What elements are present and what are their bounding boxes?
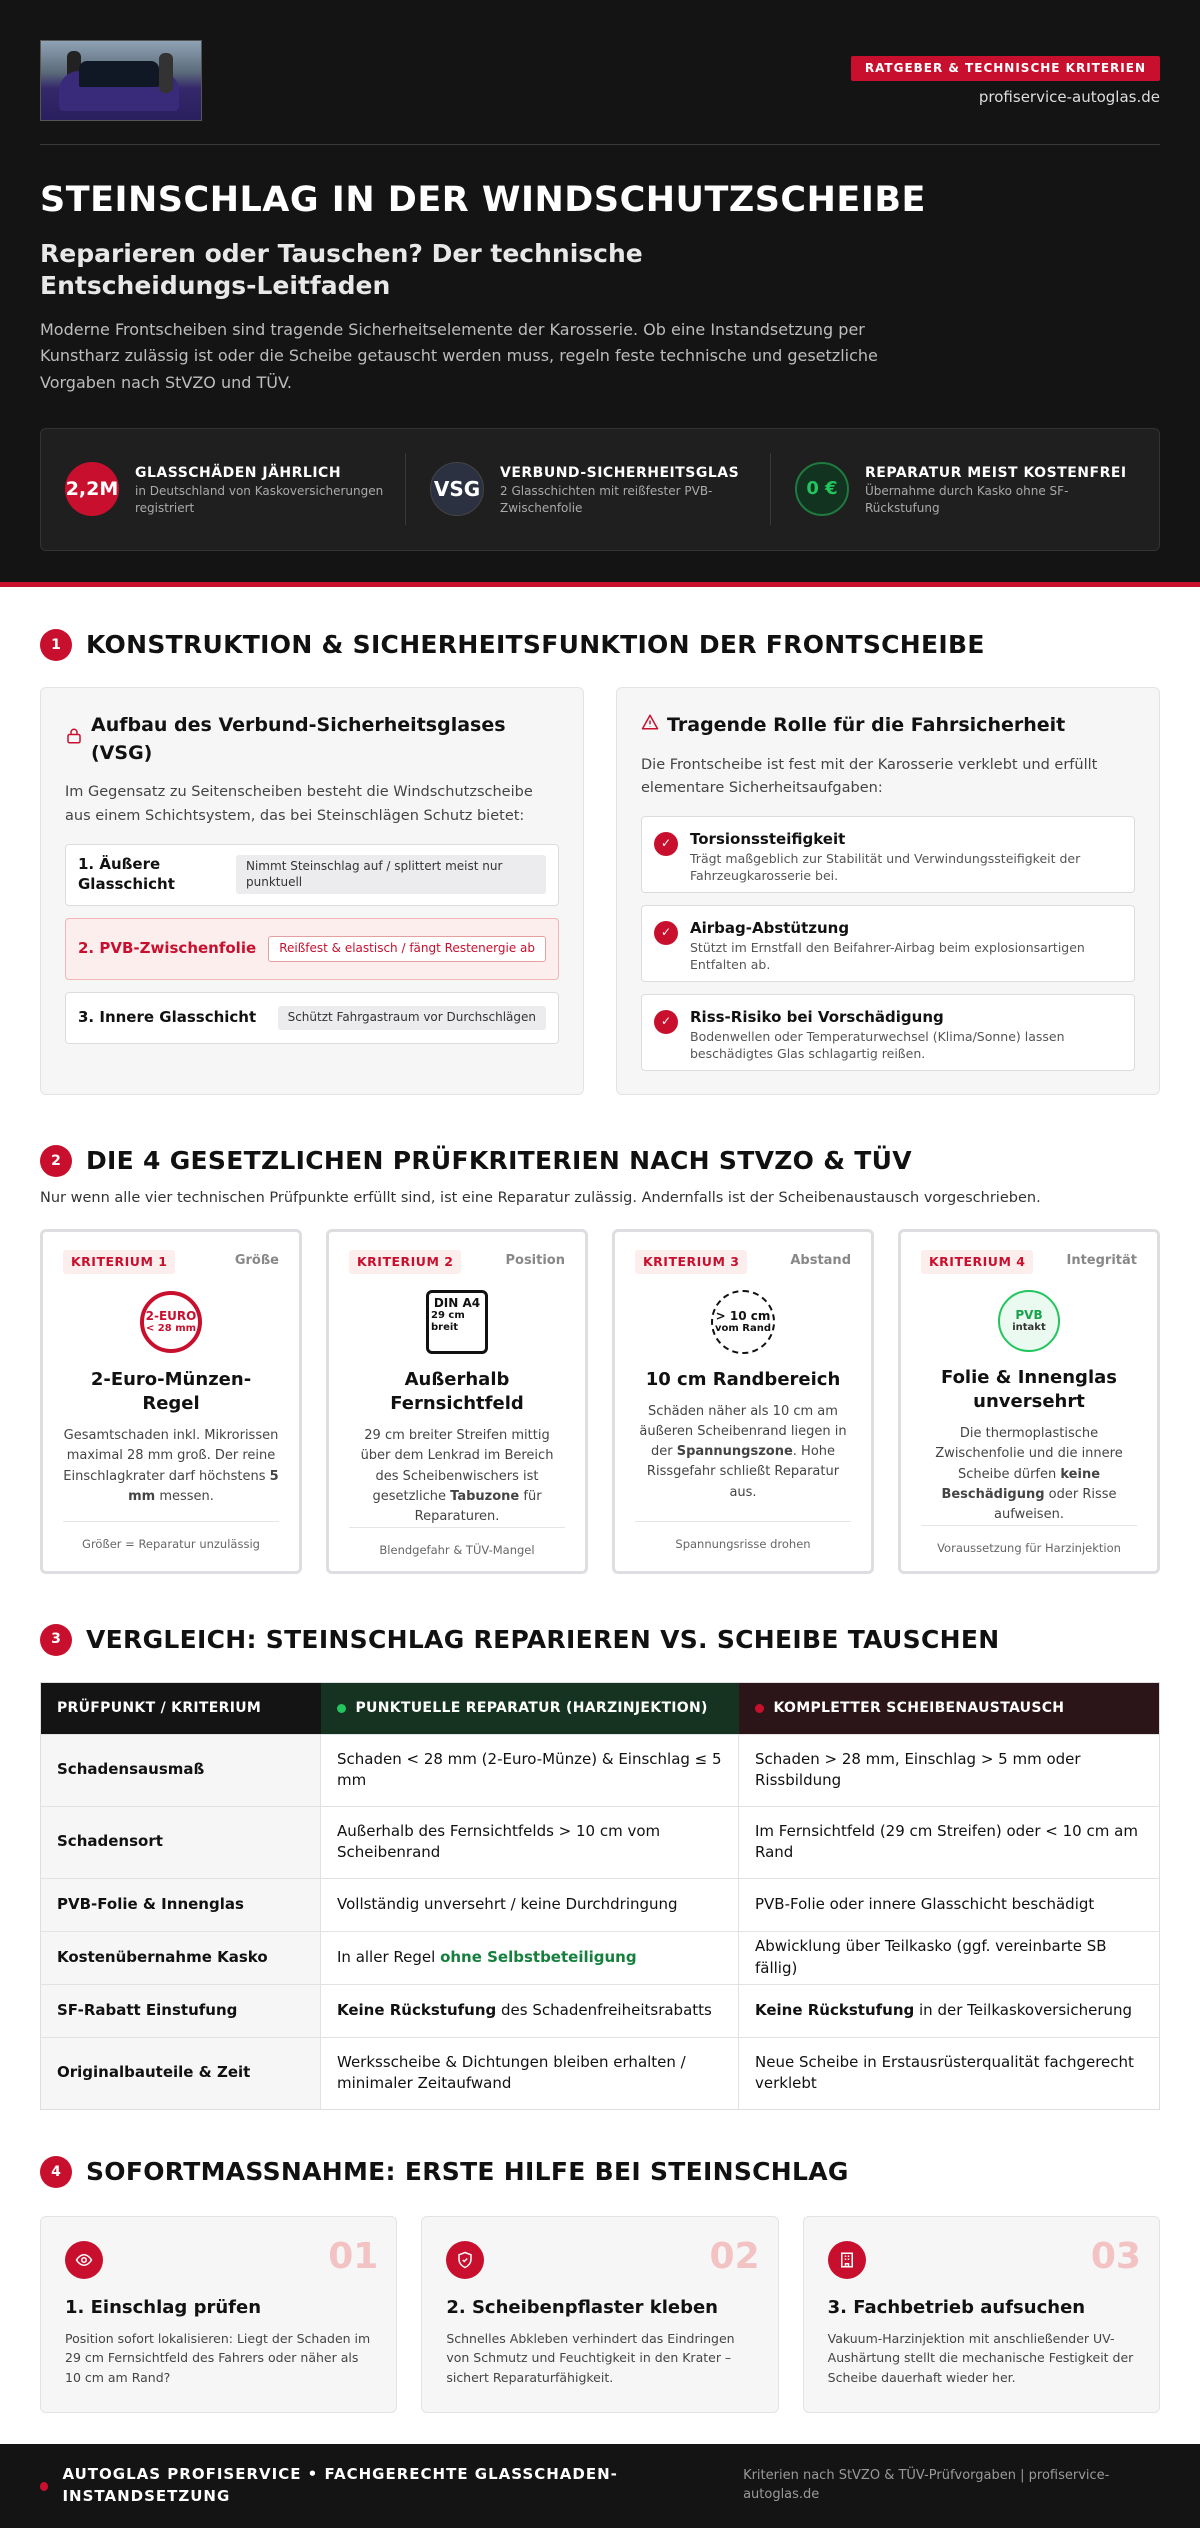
item-desc: Stützt im Ernstfall den Beifahrer-Airbag beim explosionsartigen Entfalten ab. <box>690 939 1085 972</box>
step-title: 1. Einschlag prüfen <box>65 2297 262 2319</box>
table-row <box>41 1984 1160 2037</box>
criterion-card <box>898 1229 1160 1574</box>
repair-cell: Werksscheibe & Dichtungen bleiben erhalten / minimaler Zeitaufwand <box>321 2037 739 2109</box>
first-aid-card <box>803 2216 1160 2413</box>
comparison-table <box>40 1682 1160 2110</box>
stat-desc: Übernahme durch Kasko ohne SF-Rückstufung <box>865 484 1069 515</box>
pvb-icon <box>998 1290 1060 1352</box>
table-row <box>41 1806 1160 1878</box>
criterion-label: Position <box>505 1253 565 1269</box>
safety-item <box>641 905 1135 982</box>
panel-text: Im Gegensatz zu Seitenscheiben besteht die Windschutzscheibe aus einem Schichtsystem, das bei Steinschlägen Schutz bietet: <box>65 784 533 824</box>
icon-text: > 10 cm <box>715 1308 771 1323</box>
stat-value: 0 € <box>795 462 849 516</box>
section-4-heading <box>40 2154 1160 2190</box>
section-title: VERGLEICH: STEINSCHLAG REPARIEREN VS. SCHEIBE TAUSCHEN <box>86 1624 1000 1654</box>
document-icon <box>426 1290 488 1354</box>
icon-subtext: vom Rand <box>714 1322 771 1334</box>
step-desc: Schnelles Abkleben verhindert das Eindringen von Schmutz und Feuchtigkeit in den Krater – sichert Reparaturfähigkeit. <box>446 2331 735 2385</box>
criterion-card <box>40 1229 302 1574</box>
criterion-label: Abstand <box>790 1253 851 1269</box>
stats-bar <box>40 428 1160 551</box>
criterion-desc: 29 cm breiter Streifen mittig über dem Lenkrad im Bereich des Scheibenwischers ist gesetzliche Tabuzone für Reparaturen. <box>360 1428 554 1524</box>
criterion-title: Außerhalb Fernsichtfeld <box>390 1368 524 1414</box>
stat-value: 2,2M <box>65 462 119 516</box>
criterion-card <box>326 1229 588 1574</box>
replace-cell: Neue Scheibe in Erstausrüsterqualität fachgerecht verklebt <box>739 2037 1160 2109</box>
stat-title: REPARATUR MEIST KOSTENFREI <box>865 465 1127 482</box>
table-row <box>41 1734 1160 1806</box>
criterion-desc: Gesamtschaden inkl. Mikrorissen maximal 28 mm groß. Der reine Einschlagkrater darf höchstens 5 mm messen. <box>63 1428 279 1504</box>
page-footer <box>0 2444 1200 2528</box>
replace-cell: Keine Rückstufung in der Teilkaskoversicherung <box>739 1984 1160 2037</box>
shield-icon <box>446 2241 484 2279</box>
stat-desc: 2 Glasschichten mit reißfester PVB-Zwischenfolie <box>500 484 713 515</box>
criterion-tag: KRITERIUM 4 <box>921 1250 1033 1274</box>
criterion-title: 2-Euro-Münzen-Regel <box>90 1368 252 1414</box>
hero-image <box>40 40 202 121</box>
criterion-title: 10 cm Randbereich <box>645 1368 841 1390</box>
glass-layer <box>65 844 559 906</box>
criterion-footer: Größer = Reparatur unzulässig <box>63 1521 279 1553</box>
stat-value: VSG <box>430 462 484 516</box>
step-number: 01 <box>328 2236 379 2278</box>
icon-subtext: 29 cm breit <box>431 1310 465 1333</box>
lock-icon <box>65 726 83 754</box>
layer-name: 2. PVB-Zwischenfolie <box>78 938 257 957</box>
section-number: 3 <box>40 1624 72 1656</box>
section-2-heading <box>40 1143 1160 1179</box>
section-title: SOFORTMASSNAHME: ERSTE HILFE BEI STEINSCHLAG <box>86 2156 849 2186</box>
page-title: STEINSCHLAG IN DER WINDSCHUTZSCHEIBE <box>40 180 926 220</box>
criterion-desc: Die thermoplastische Zwischenfolie und die innere Scheibe dürfen keine Beschädigung oder Risse aufweisen. <box>935 1426 1123 1522</box>
distance-icon <box>711 1290 775 1354</box>
vsg-panel <box>40 687 584 1095</box>
section-title: DIE 4 GESETZLICHEN PRÜFKRITERIEN NACH STVZO & TÜV <box>86 1146 912 1176</box>
eye-icon <box>65 2241 103 2279</box>
criterion-label: Integrität <box>1066 1253 1137 1269</box>
row-label: Schadensort <box>41 1806 321 1878</box>
stat-title: VERBUND-SICHERHEITSGLAS <box>500 465 740 482</box>
repair-cell: Vollständig unversehrt / keine Durchdringung <box>321 1878 739 1931</box>
panel-text: Die Frontscheibe ist fest mit der Karosserie verklebt und erfüllt elementare Sicherheitsaufgaben: <box>641 756 1098 796</box>
hero-header <box>0 0 1200 587</box>
stat-item <box>65 453 406 525</box>
section-number: 2 <box>40 1145 72 1177</box>
criterion-tag: KRITERIUM 3 <box>635 1250 747 1274</box>
icon-text: PVB <box>1015 1307 1043 1322</box>
check-icon: ✓ <box>654 921 678 945</box>
criterion-footer: Voraussetzung für Harzinjektion <box>921 1525 1137 1557</box>
item-desc: Bodenwellen oder Temperaturwechsel (Klima/Sonne) lassen beschädigtes Glas schlagartig reißen. <box>690 1028 1065 1061</box>
criteria-row <box>40 1229 1160 1574</box>
table-header: PRÜFPUNKT / KRITERIUM <box>41 1682 321 1734</box>
layer-tag: Schützt Fahrgastraum vor Durchschlägen <box>278 1006 546 1030</box>
footer-brand: AUTOGLAS PROFISERVICE • FACHGERECHTE GLASSCHADEN-INSTANDSETZUNG <box>62 2465 618 2505</box>
layer-tag: Reißfest & elastisch / fängt Restenergie ab <box>268 936 546 962</box>
repair-cell: In aller Regel ohne Selbstbeteiligung <box>321 1931 739 1984</box>
layer-tag: Nimmt Steinschlag auf / splittert meist nur punktuell <box>236 855 546 894</box>
step-title: 3. Fachbetrieb aufsuchen <box>827 2297 1086 2319</box>
step-desc: Position sofort lokalisieren: Liegt der Schaden im 29 cm Fernsichtfeld des Fahrers oder näher als 10 cm am Rand? <box>65 2331 371 2385</box>
safety-item <box>641 816 1135 893</box>
layer-name: 3. Innere Glasschicht <box>78 1007 257 1026</box>
section-3-heading <box>40 1622 1160 1658</box>
stat-item <box>406 453 771 525</box>
intro-text: Moderne Frontscheiben sind tragende Sicherheitselemente der Karosserie. Ob eine Instandsetzung per Kunstharz zulässig ist oder die Scheibe getauscht werden muss, regeln feste technische und gesetzliche Vorgaben nach StVZO und TÜV. <box>40 319 878 392</box>
check-icon: ✓ <box>654 1010 678 1034</box>
repair-cell: Schaden < 28 mm (2-Euro-Münze) & Einschlag ≤ 5 mm <box>321 1734 739 1806</box>
safety-panel <box>616 687 1160 1095</box>
item-title: Airbag-Abstützung <box>690 919 850 938</box>
item-title: Torsionssteifigkeit <box>690 830 846 849</box>
replace-cell: Im Fernsichtfeld (29 cm Streifen) oder < 10 cm am Rand <box>739 1806 1160 1878</box>
glass-layer <box>65 992 559 1044</box>
criterion-footer: Spannungsrisse drohen <box>635 1521 851 1553</box>
row-label: PVB-Folie & Innenglas <box>41 1878 321 1931</box>
section-1-heading <box>40 627 1160 663</box>
row-label: Schadensausmaß <box>41 1734 321 1806</box>
section-title: KONSTRUKTION & SICHERHEITSFUNKTION DER FRONTSCHEIBE <box>86 630 985 659</box>
row-label: Originalbauteile & Zeit <box>41 2037 321 2109</box>
layer-name: 1. Äußere Glasschicht <box>78 855 175 893</box>
footer-note[interactable]: Kriterien nach StVZO & TÜV-Prüfvorgaben | profiservice-autoglas.de <box>743 2468 1110 2502</box>
stat-item <box>771 453 1135 525</box>
header-divider <box>40 144 1160 145</box>
item-desc: Trägt maßgeblich zur Stabilität und Verwindungssteifigkeit der Fahrzeugkarosserie bei. <box>690 850 1081 883</box>
table-row <box>41 1878 1160 1931</box>
criterion-tag: KRITERIUM 1 <box>63 1250 175 1274</box>
icon-text: 2-EURO <box>145 1308 197 1323</box>
step-number: 03 <box>1090 2236 1141 2278</box>
icon-subtext: < 28 mm <box>145 1322 197 1334</box>
stat-desc: in Deutschland von Kaskoversicherungen registriert <box>135 484 384 515</box>
section-number: 1 <box>40 629 72 661</box>
icon-subtext: intakt <box>1012 1321 1046 1333</box>
section-subtitle: Nur wenn alle vier technischen Prüfpunkte erfüllt sind, ist eine Reparatur zulässig. Andernfalls ist der Scheibenaustausch vorgeschrieben. <box>40 1189 1041 1206</box>
building-icon <box>828 2241 866 2279</box>
first-aid-row <box>40 2216 1160 2413</box>
criterion-card <box>612 1229 874 1574</box>
row-label: Kostenübernahme Kasko <box>41 1931 321 1984</box>
warning-icon <box>641 712 659 740</box>
green-dot-icon <box>337 1704 346 1713</box>
red-dot-icon <box>40 2482 48 2491</box>
repair-cell: Keine Rückstufung des Schadenfreiheitsrabatts <box>321 1984 739 2037</box>
step-number: 02 <box>709 2236 760 2278</box>
replace-cell: Schaden > 28 mm, Einschlag > 5 mm oder Rissbildung <box>739 1734 1160 1806</box>
criterion-tag: KRITERIUM 2 <box>349 1250 461 1274</box>
table-row <box>41 1931 1160 1984</box>
item-title: Riss-Risiko bei Vorschädigung <box>690 1008 944 1027</box>
criterion-footer: Blendgefahr & TÜV-Mangel <box>349 1527 565 1559</box>
row-label: SF-Rabatt Einstufung <box>41 1984 321 2037</box>
check-icon: ✓ <box>654 832 678 856</box>
coin-icon <box>140 1290 202 1354</box>
criterion-desc: Schäden näher als 10 cm am äußeren Scheibenrand liegen in der Spannungszone. Hohe Rissgefahr schließt Reparatur aus. <box>639 1403 847 1500</box>
safety-item <box>641 994 1135 1071</box>
table-header: KOMPLETTER SCHEIBENAUSTAUSCH <box>739 1682 1160 1734</box>
criterion-label: Größe <box>234 1253 279 1269</box>
panel-title: Aufbau des Verbund-Sicherheitsglases (VSG) <box>91 714 506 764</box>
category-badge: RATGEBER & TECHNISCHE KRITERIEN <box>851 56 1160 81</box>
site-link[interactable]: profiservice-autoglas.de <box>978 88 1160 107</box>
step-title: 2. Scheibenpflaster kleben <box>446 2297 718 2319</box>
replace-cell: Abwicklung über Teilkasko (ggf. vereinbarte SB fällig) <box>739 1931 1160 1984</box>
table-row <box>41 2037 1160 2109</box>
criterion-title: Folie & Innenglas unversehrt <box>941 1366 1117 1412</box>
step-desc: Vakuum-Harzinjektion mit anschließender UV-Aushärtung stellt die mechanische Festigkeit der Scheibe dauerhaft wieder her. <box>827 2331 1134 2385</box>
stat-title: GLASSCHÄDEN JÄHRLICH <box>135 465 342 482</box>
page-subtitle: Reparieren oder Tauschen? Der technische Entscheidungs-Leitfaden <box>40 238 643 301</box>
first-aid-card <box>40 2216 397 2413</box>
panel-title: Tragende Rolle für die Fahrsicherheit <box>667 714 1066 737</box>
red-dot-icon <box>755 1704 764 1713</box>
first-aid-card <box>421 2216 778 2413</box>
section-number: 4 <box>40 2156 72 2188</box>
icon-text: DIN A4 <box>433 1295 481 1310</box>
glass-layer <box>65 918 559 980</box>
table-header: PUNKTUELLE REPARATUR (HARZINJEKTION) <box>321 1682 739 1734</box>
repair-cell: Außerhalb des Fernsichtfelds > 10 cm vom Scheibenrand <box>321 1806 739 1878</box>
replace-cell: PVB-Folie oder innere Glasschicht beschädigt <box>739 1878 1160 1931</box>
